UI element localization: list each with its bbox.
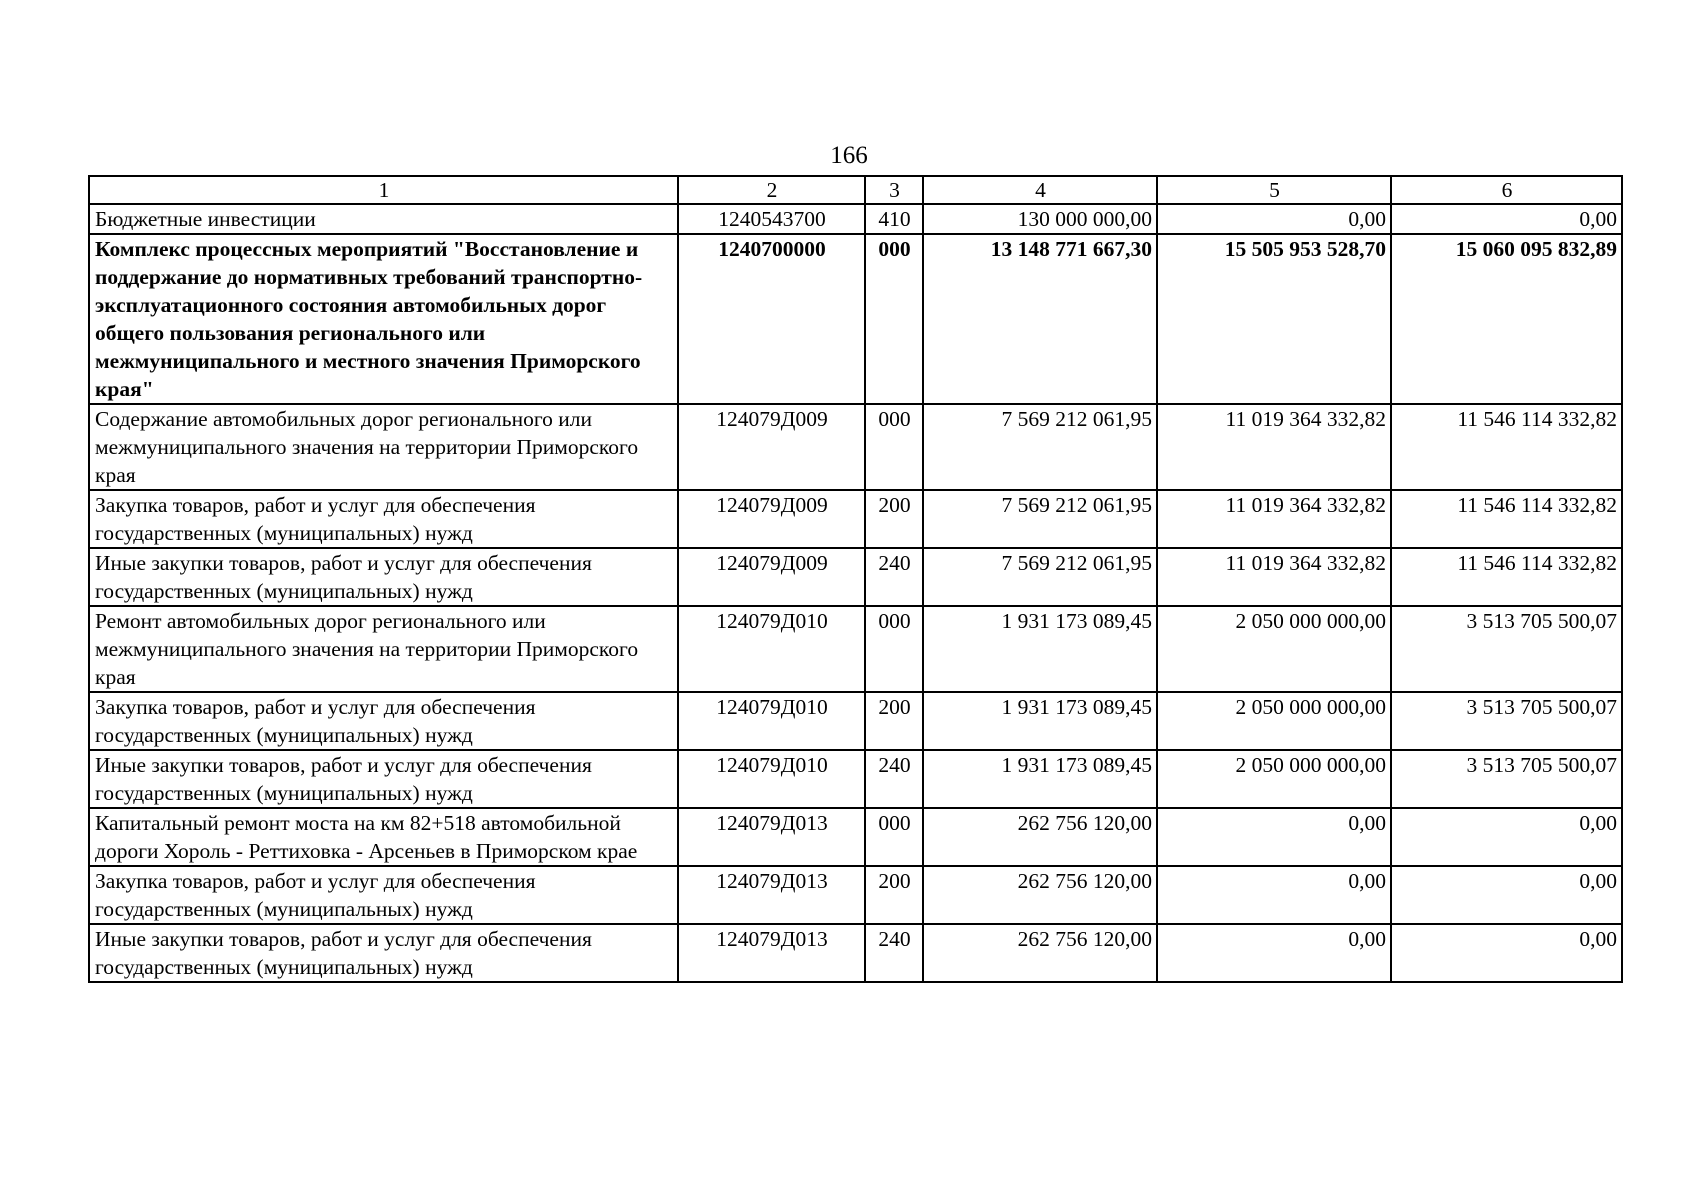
amount-cell: 0,00 bbox=[1391, 808, 1622, 866]
amount-cell: 11 019 364 332,82 bbox=[1157, 404, 1391, 490]
expense-kind-cell: 200 bbox=[865, 866, 923, 924]
amount-cell: 1 931 173 089,45 bbox=[923, 606, 1157, 692]
row-name-cell: Ремонт автомобильных дорог регионального или межмуниципального значения на территории Приморского края bbox=[89, 606, 678, 692]
target-code-cell: 1240700000 bbox=[678, 234, 865, 404]
amount-cell: 15 505 953 528,70 bbox=[1157, 234, 1391, 404]
amount-cell: 0,00 bbox=[1391, 924, 1622, 982]
table-row bbox=[89, 404, 1622, 490]
expense-kind-cell: 240 bbox=[865, 548, 923, 606]
target-code-cell: 124079Д010 bbox=[678, 606, 865, 692]
expense-kind-cell: 000 bbox=[865, 606, 923, 692]
amount-cell: 11 019 364 332,82 bbox=[1157, 490, 1391, 548]
row-name-cell: Капитальный ремонт моста на км 82+518 автомобильной дороги Хороль - Реттиховка - Арсеньев в Приморском крае bbox=[89, 808, 678, 866]
budget-table-body bbox=[89, 176, 1622, 982]
column-number-row bbox=[89, 176, 1622, 204]
amount-cell: 1 931 173 089,45 bbox=[923, 750, 1157, 808]
row-name-cell: Закупка товаров, работ и услуг для обеспечения государственных (муниципальных) нужд bbox=[89, 692, 678, 750]
amount-cell: 3 513 705 500,07 bbox=[1391, 692, 1622, 750]
amount-cell: 0,00 bbox=[1157, 204, 1391, 234]
target-code-cell: 124079Д010 bbox=[678, 750, 865, 808]
column-number: 6 bbox=[1391, 176, 1622, 204]
target-code-cell: 124079Д009 bbox=[678, 490, 865, 548]
amount-cell: 11 546 114 332,82 bbox=[1391, 404, 1622, 490]
target-code-cell: 124079Д013 bbox=[678, 866, 865, 924]
amount-cell: 15 060 095 832,89 bbox=[1391, 234, 1622, 404]
target-code-cell: 124079Д013 bbox=[678, 808, 865, 866]
table-row bbox=[89, 490, 1622, 548]
target-code-cell: 124079Д010 bbox=[678, 692, 865, 750]
table-row bbox=[89, 204, 1622, 234]
amount-cell: 0,00 bbox=[1391, 866, 1622, 924]
row-name-cell: Иные закупки товаров, работ и услуг для обеспечения государственных (муниципальных) нужд bbox=[89, 548, 678, 606]
amount-cell: 262 756 120,00 bbox=[923, 866, 1157, 924]
row-name-cell: Содержание автомобильных дорог регионального или межмуниципального значения на территории Приморского края bbox=[89, 404, 678, 490]
table-row bbox=[89, 606, 1622, 692]
amount-cell: 7 569 212 061,95 bbox=[923, 490, 1157, 548]
amount-cell: 0,00 bbox=[1391, 204, 1622, 234]
table-row bbox=[89, 548, 1622, 606]
row-name-cell: Закупка товаров, работ и услуг для обеспечения государственных (муниципальных) нужд bbox=[89, 490, 678, 548]
amount-cell: 2 050 000 000,00 bbox=[1157, 606, 1391, 692]
target-code-cell: 1240543700 bbox=[678, 204, 865, 234]
amount-cell: 11 546 114 332,82 bbox=[1391, 548, 1622, 606]
amount-cell: 3 513 705 500,07 bbox=[1391, 750, 1622, 808]
amount-cell: 1 931 173 089,45 bbox=[923, 692, 1157, 750]
column-number: 3 bbox=[865, 176, 923, 204]
expense-kind-cell: 240 bbox=[865, 750, 923, 808]
expense-kind-cell: 000 bbox=[865, 234, 923, 404]
column-number: 1 bbox=[89, 176, 678, 204]
target-code-cell: 124079Д009 bbox=[678, 548, 865, 606]
row-name-cell: Закупка товаров, работ и услуг для обеспечения государственных (муниципальных) нужд bbox=[89, 866, 678, 924]
amount-cell: 11 546 114 332,82 bbox=[1391, 490, 1622, 548]
page-number: 166 bbox=[830, 142, 868, 169]
table-row bbox=[89, 234, 1622, 404]
expense-kind-cell: 000 bbox=[865, 808, 923, 866]
target-code-cell: 124079Д009 bbox=[678, 404, 865, 490]
table-row bbox=[89, 692, 1622, 750]
amount-cell: 11 019 364 332,82 bbox=[1157, 548, 1391, 606]
row-name-cell: Комплекс процессных мероприятий "Восстановление и поддержание до нормативных требований транспортно-эксплуатационного состояния автомобильных дорог общего пользования регионального или межмуниципального и местного значения Приморского края" bbox=[89, 234, 678, 404]
target-code-cell: 124079Д013 bbox=[678, 924, 865, 982]
amount-cell: 2 050 000 000,00 bbox=[1157, 750, 1391, 808]
column-number: 4 bbox=[923, 176, 1157, 204]
table-row bbox=[89, 750, 1622, 808]
amount-cell: 0,00 bbox=[1157, 924, 1391, 982]
column-number: 5 bbox=[1157, 176, 1391, 204]
amount-cell: 262 756 120,00 bbox=[923, 808, 1157, 866]
column-number: 2 bbox=[678, 176, 865, 204]
expense-kind-cell: 410 bbox=[865, 204, 923, 234]
amount-cell: 2 050 000 000,00 bbox=[1157, 692, 1391, 750]
expense-kind-cell: 200 bbox=[865, 490, 923, 548]
table-row bbox=[89, 866, 1622, 924]
amount-cell: 0,00 bbox=[1157, 866, 1391, 924]
amount-cell: 3 513 705 500,07 bbox=[1391, 606, 1622, 692]
row-name-cell: Иные закупки товаров, работ и услуг для обеспечения государственных (муниципальных) нужд bbox=[89, 750, 678, 808]
expense-kind-cell: 200 bbox=[865, 692, 923, 750]
amount-cell: 262 756 120,00 bbox=[923, 924, 1157, 982]
row-name-cell: Иные закупки товаров, работ и услуг для обеспечения государственных (муниципальных) нужд bbox=[89, 924, 678, 982]
expense-kind-cell: 000 bbox=[865, 404, 923, 490]
table-row bbox=[89, 924, 1622, 982]
amount-cell: 7 569 212 061,95 bbox=[923, 548, 1157, 606]
amount-cell: 13 148 771 667,30 bbox=[923, 234, 1157, 404]
amount-cell: 0,00 bbox=[1157, 808, 1391, 866]
table-row bbox=[89, 808, 1622, 866]
row-name-cell: Бюджетные инвестиции bbox=[89, 204, 678, 234]
expense-kind-cell: 240 bbox=[865, 924, 923, 982]
amount-cell: 130 000 000,00 bbox=[923, 204, 1157, 234]
budget-table bbox=[88, 175, 1623, 983]
amount-cell: 7 569 212 061,95 bbox=[923, 404, 1157, 490]
